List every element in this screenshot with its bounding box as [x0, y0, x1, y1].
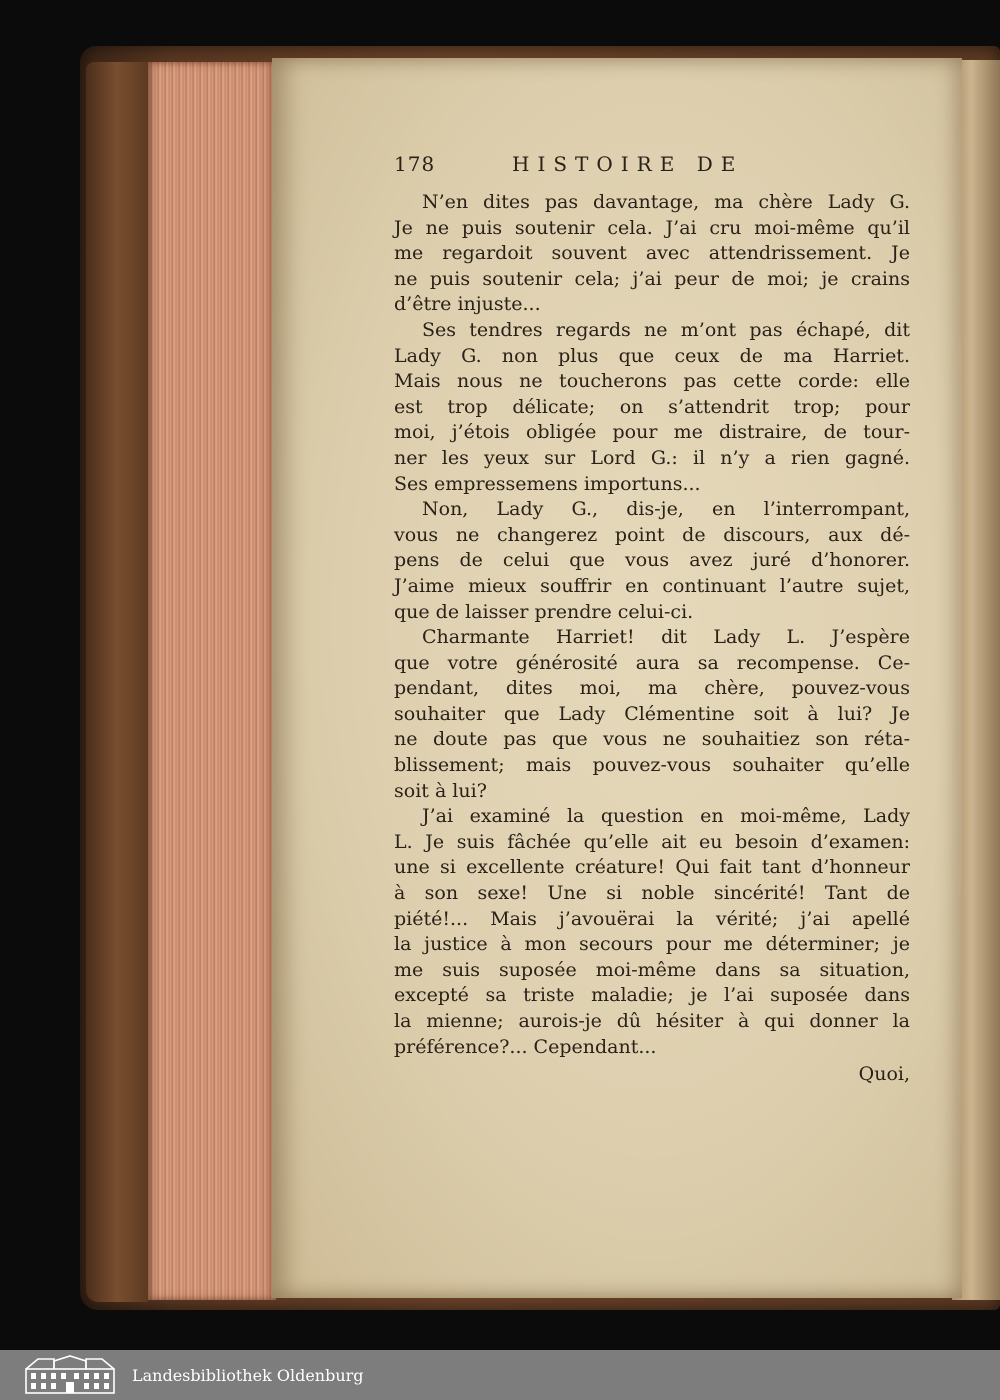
text-line: me suis suposée moi-même dans sa situation, — [394, 958, 910, 981]
text-line: N’en dites pas davantage, ma chère Lady G. — [422, 191, 910, 213]
book-spine-edge — [86, 62, 148, 1302]
text-line: excepté sa triste maladie; je l’ai suposée dans — [394, 984, 910, 1007]
text-line: la mienne; aurois-je dû hésiter à qui donner la — [394, 1010, 910, 1032]
text-line: Non, Lady G., dis-je, en l’interrompant, — [422, 498, 910, 521]
text-line: J’aime mieux souffrir en continuant l’autre sujet, — [394, 574, 910, 597]
text-line: ne doute pas que vous ne souhaitiez son réta- — [394, 728, 910, 751]
text-line: d’être injuste... — [394, 293, 541, 316]
catchword: Quoi, — [858, 1063, 910, 1086]
text-line: à son sexe! Une si noble sincérité! Tant de — [394, 882, 910, 905]
page-edges-left — [148, 62, 276, 1300]
body-text — [394, 190, 910, 1060]
text-line: la justice à mon secours pour me déterminer; je — [394, 933, 910, 956]
text-line: Je ne puis soutenir cela. J’ai cru moi-même qu’il — [394, 216, 910, 239]
text-line: moi, j’étois obligée pour me distraire, de tour- — [394, 421, 910, 444]
text-line: J’ai examiné la question en moi-même, Lady — [422, 805, 910, 828]
running-head — [394, 152, 910, 190]
text-line: blissement; mais pouvez-vous souhaiter qu’elle — [394, 754, 910, 777]
text-line: soit à lui? — [394, 779, 487, 802]
text-line: Lady G. non plus que ceux de ma Harriet. — [394, 344, 910, 367]
page-text — [394, 152, 910, 1088]
text-line: Mais nous ne toucherons pas cette corde: elle — [394, 370, 910, 393]
text-line: Ses empressemens importuns... — [394, 472, 701, 495]
text-line: une si excellente créature! Qui fait tant d’honneur — [394, 856, 910, 879]
text-line: vous ne changerez point de discours, aux dé- — [394, 523, 910, 546]
text-line: que de laisser prendre celui-ci. — [394, 600, 694, 623]
page-number: 178 — [394, 152, 436, 176]
text-line: préférence?... Cependant... — [394, 1035, 657, 1058]
text-line: souhaiter que Lady Clémentine soit à lui? Je — [394, 702, 910, 725]
text-line: est trop délicate; on s’attendrit trop; pour — [394, 395, 910, 418]
library-building-icon — [20, 1355, 120, 1395]
text-line: ne puis soutenir cela; j’ai peur de moi; je crains — [394, 267, 910, 290]
text-line: piété!... Mais j’avouërai la vérité; j’ai apellé — [394, 907, 910, 930]
text-line: L. Je suis fâchée qu’elle ait eu besoin d’examen: — [394, 830, 910, 853]
library-name: Landesbibliothek Oldenburg — [132, 1365, 364, 1385]
running-title: HISTOIRE DE — [512, 152, 744, 176]
footer-bar — [0, 1350, 1000, 1400]
text-line: que votre générosité aura sa recompense. Ce- — [394, 651, 910, 674]
text-line: pendant, dites moi, ma chère, pouvez-vous — [394, 677, 910, 700]
text-line: Charmante Harriet! dit Lady L. J’espère — [422, 626, 910, 649]
text-line: Ses tendres regards ne m’ont pas échapé, dit — [422, 318, 910, 341]
text-line: ner les yeux sur Lord G.: il n’y a rien gagné. — [394, 446, 910, 469]
text-line: pens de celui que vous avez juré d’honorer. — [394, 549, 910, 572]
text-line: me regardoit souvent avec attendrissement. Je — [394, 242, 910, 265]
